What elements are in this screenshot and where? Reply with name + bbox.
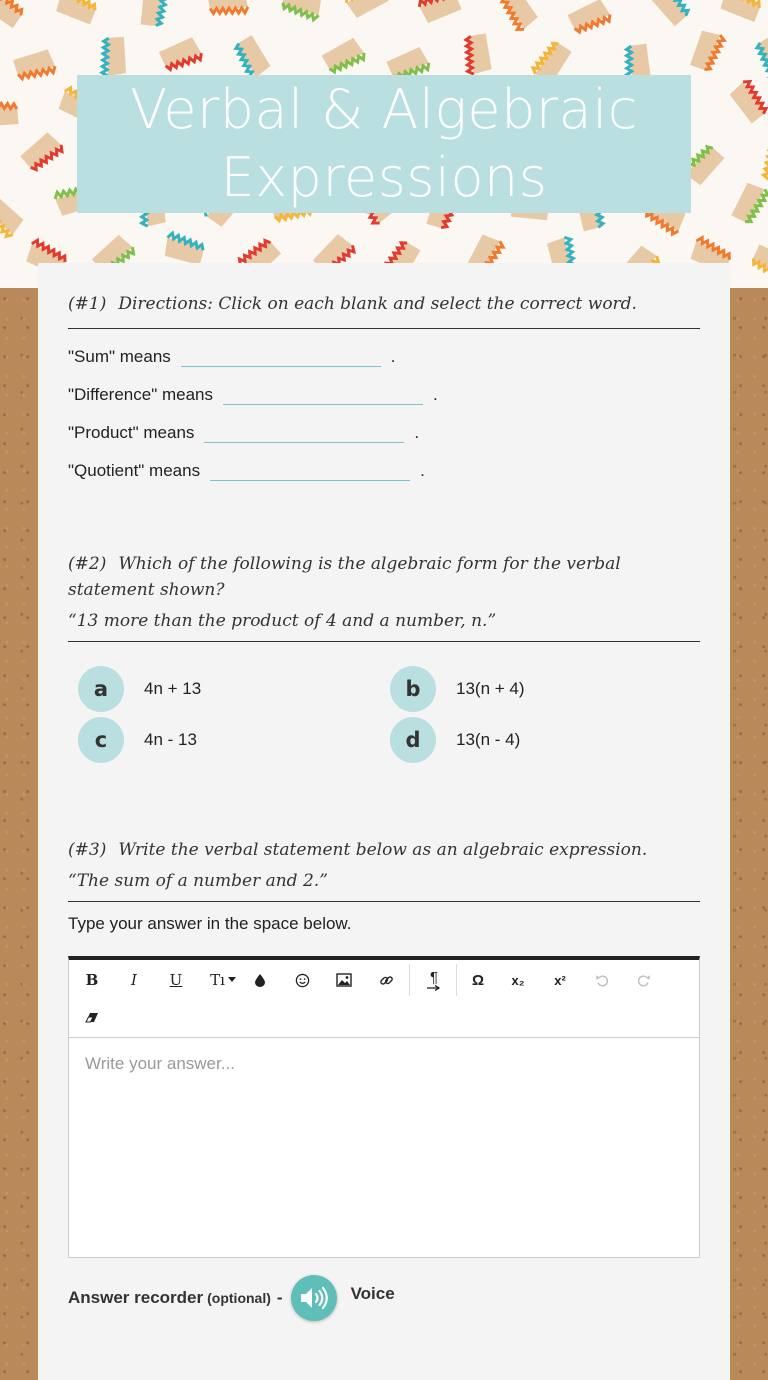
redo-icon: [637, 973, 651, 987]
pencil-shaving: [0, 0, 26, 31]
option-d[interactable]: [390, 717, 520, 763]
fill-blank-product[interactable]: [204, 419, 404, 443]
undo-button[interactable]: [587, 965, 617, 995]
answer-recorder: [68, 1275, 395, 1321]
option-a-text: 4n + 13: [144, 679, 202, 698]
page-title: [130, 76, 638, 212]
q2-divider: [68, 641, 700, 642]
fill-label: "Difference" means: [68, 385, 213, 404]
q1-number: (#1): [68, 294, 107, 314]
droplet-icon: [254, 973, 266, 987]
image-button[interactable]: [329, 965, 359, 995]
superscript-button[interactable]: x²: [554, 972, 566, 988]
fill-period: .: [414, 423, 420, 442]
q1-header: [68, 291, 700, 317]
editor-toolbar: [69, 960, 699, 1038]
fill-row-quotient: [68, 443, 700, 481]
text-color-button[interactable]: [245, 965, 275, 995]
image-icon: [336, 973, 352, 987]
pencil-shaving: [649, 0, 692, 29]
option-c[interactable]: [78, 717, 197, 763]
q3-number: (#3): [68, 840, 107, 860]
q3-quote: “The sum of a number and 2.”: [68, 871, 328, 891]
pencil-shaving: [344, 0, 390, 19]
option-d-text: 13(n - 4): [456, 730, 521, 749]
link-button[interactable]: [371, 965, 401, 995]
fill-period: .: [433, 385, 438, 404]
pencil-shaving: [137, 0, 169, 29]
recorder-optional: (optional): [207, 1290, 271, 1306]
pencil-shaving: [53, 0, 100, 28]
voice-label: Voice: [350, 1284, 395, 1303]
fill-row-difference: [68, 367, 700, 405]
pencil-shaving: [686, 27, 725, 73]
toolbar-separator: [409, 964, 410, 996]
fill-row-sum: [68, 329, 700, 367]
fill-label: "Product" means: [68, 423, 195, 442]
undo-icon: [595, 973, 609, 987]
emoji-button[interactable]: [287, 965, 317, 995]
paragraph-direction-button[interactable]: [419, 965, 449, 995]
italic-button[interactable]: I: [131, 971, 137, 989]
redo-button[interactable]: [629, 965, 659, 995]
pencil-shaving: [728, 79, 768, 126]
option-a[interactable]: [78, 666, 201, 712]
q3-header: [68, 837, 700, 863]
subscript-button[interactable]: x₂: [511, 972, 525, 988]
text-size-button[interactable]: [203, 965, 243, 995]
option-c-badge[interactable]: c: [78, 717, 124, 763]
special-character-button[interactable]: Ω: [471, 971, 485, 989]
pencil-shaving: [755, 33, 768, 79]
recorder-label: Answer recorder: [68, 1288, 204, 1307]
option-d-badge[interactable]: d: [390, 717, 436, 763]
fill-row-product: [68, 405, 700, 443]
pencil-shaving: [418, 0, 463, 24]
q3-instruction: Type your answer in the space below.: [68, 914, 352, 933]
pilcrow-label: ¶: [429, 968, 439, 986]
pencil-shaving: [102, 36, 128, 77]
fill-blank-difference[interactable]: [223, 381, 423, 405]
pencil-shaving: [0, 193, 26, 239]
fill-period: .: [420, 461, 425, 480]
q3-divider: [68, 901, 700, 902]
pencil-shaving: [499, 0, 539, 32]
pencil-shaving: [466, 33, 492, 74]
q3-prompt: Write the verbal statement below as an algebraic expression.: [118, 840, 648, 860]
pencil-shaving: [749, 241, 768, 282]
option-b-badge[interactable]: b: [390, 666, 436, 712]
pencil-shaving: [279, 0, 325, 21]
clear-formatting-button[interactable]: [77, 1003, 107, 1033]
title-line-2: Expressions: [220, 146, 548, 209]
pencil-shaving: [728, 180, 768, 227]
fill-period: .: [390, 347, 396, 366]
fill-blank-sum[interactable]: [181, 343, 381, 367]
speaker-icon: [299, 1285, 329, 1311]
option-b[interactable]: [390, 666, 525, 712]
caret-down-icon: [228, 977, 236, 983]
question-3: [68, 837, 700, 934]
answer-input-placeholder: Write your answer...: [85, 1054, 235, 1073]
pencil-shaving: [717, 0, 764, 26]
pencil-shaving: [158, 36, 203, 71]
option-c-text: 4n - 13: [144, 730, 197, 749]
underline-button[interactable]: U: [169, 971, 183, 989]
worksheet: [38, 263, 730, 1380]
pencil-shaving: [763, 139, 768, 183]
question-2: [68, 551, 700, 642]
title-line-1: Verbal & Algebraic: [130, 78, 638, 141]
q2-prompt: Which of the following is the algebraic form for the verbal statement shown?: [68, 554, 621, 600]
bold-button[interactable]: B: [85, 971, 99, 989]
title-banner: [77, 75, 691, 213]
toolbar-separator: [456, 964, 457, 996]
pencil-shaving: [234, 33, 273, 79]
answer-editor[interactable]: [68, 956, 700, 1258]
eraser-icon: [84, 1012, 100, 1024]
text-size-label: Tı: [210, 971, 225, 989]
voice-record-button[interactable]: [291, 1275, 337, 1321]
pencil-shaving: [320, 36, 366, 74]
q2-number: (#2): [68, 554, 107, 574]
pencil-shaving: [12, 49, 56, 80]
pencil-shaving: [208, 0, 248, 14]
option-a-badge[interactable]: a: [78, 666, 124, 712]
fill-label: "Quotient" means: [68, 461, 201, 480]
pencil-shaving: [566, 0, 612, 34]
link-icon: [379, 973, 394, 988]
q2-header: [68, 551, 700, 603]
question-1: [68, 291, 700, 481]
arrow-right-icon: [427, 985, 441, 991]
pencil-shaving: [0, 103, 19, 128]
q2-quote: “13 more than the product of 4 and a number, n.”: [68, 611, 497, 631]
option-b-text: 13(n + 4): [456, 679, 525, 698]
fill-label: "Sum" means: [68, 347, 171, 366]
smiley-icon: [295, 973, 310, 988]
fill-blank-quotient[interactable]: [210, 457, 410, 481]
pencil-shaving: [18, 130, 65, 173]
recorder-dash: -: [276, 1288, 283, 1307]
q1-directions: Directions: Click on each blank and select the correct word.: [118, 294, 637, 314]
